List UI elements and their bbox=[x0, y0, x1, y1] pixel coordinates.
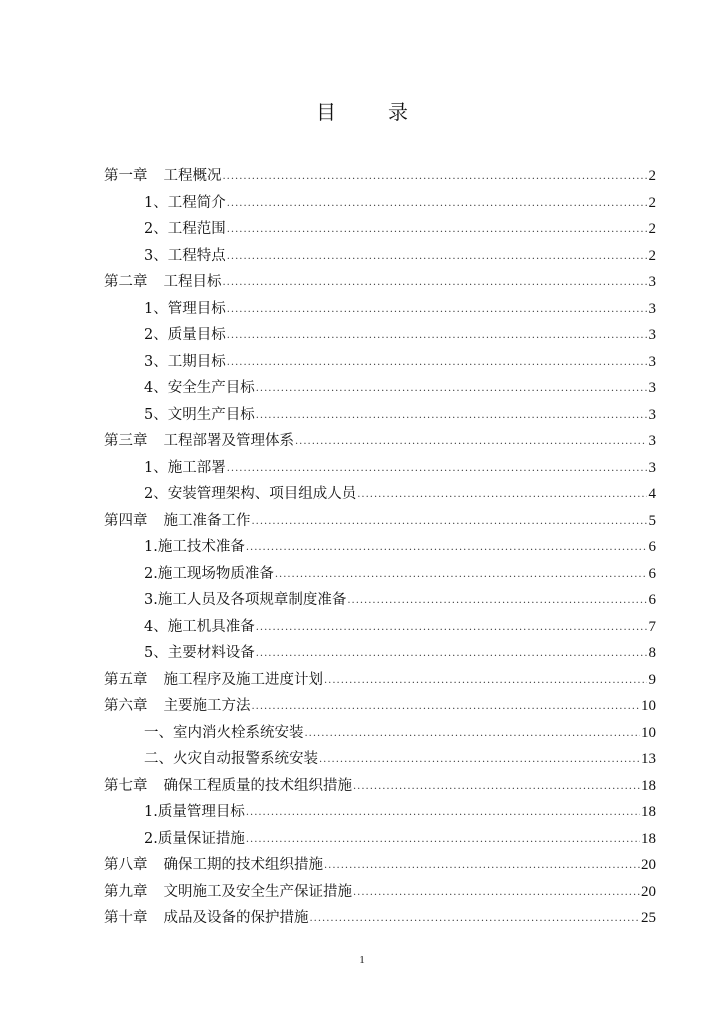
toc-entry-number: 3、 bbox=[144, 247, 168, 264]
toc-entry-number: 2、 bbox=[144, 221, 168, 237]
toc-entry-label bbox=[104, 693, 251, 720]
toc-chapter-entry[interactable] bbox=[104, 773, 656, 800]
toc-leader-dots bbox=[256, 641, 647, 668]
toc-entry-label bbox=[104, 852, 323, 879]
toc-page-number: 3 bbox=[648, 406, 656, 423]
toc-chapter-entry[interactable] bbox=[104, 667, 656, 694]
toc-section-entry[interactable] bbox=[104, 481, 656, 508]
toc-section-entry[interactable] bbox=[104, 190, 656, 217]
toc-entry-text: 文明施工及安全生产保证措施 bbox=[163, 883, 352, 900]
toc-entry-text: 施工人员及各项规章制度准备 bbox=[157, 592, 347, 608]
toc-entry-label bbox=[104, 163, 222, 190]
toc-page-number: 3 bbox=[648, 327, 656, 343]
toc-entry-number: 1. bbox=[144, 539, 158, 555]
toc-title bbox=[0, 96, 724, 125]
toc-entry-text: 室内消火栓系统安装 bbox=[173, 724, 304, 741]
toc-leader-dots bbox=[227, 456, 647, 483]
toc-page-number: 2 bbox=[648, 168, 656, 184]
toc-section-entry[interactable] bbox=[104, 799, 656, 826]
toc-entry-number: 4、 bbox=[144, 618, 168, 635]
toc-entry-label bbox=[104, 799, 245, 826]
toc-page-number: 18 bbox=[641, 777, 656, 794]
toc-page-number: 3 bbox=[648, 353, 656, 370]
toc-page-number: 4 bbox=[648, 486, 656, 502]
toc-entry-label bbox=[104, 614, 255, 641]
toc-page-number: 6 bbox=[648, 565, 656, 582]
toc-leader-dots bbox=[252, 694, 641, 721]
toc-entry-text: 工程目标 bbox=[163, 274, 222, 290]
toc-entry-number: 第一章 bbox=[104, 168, 148, 184]
toc-entry-text: 管理目标 bbox=[167, 300, 226, 317]
toc-leader-dots bbox=[223, 270, 648, 297]
toc-entry-text: 主要施工方法 bbox=[163, 698, 251, 714]
toc-leader-dots bbox=[357, 482, 647, 509]
toc-entry-number: 第十章 bbox=[104, 910, 148, 926]
toc-entry-number: 第六章 bbox=[104, 698, 148, 714]
toc-section-entry[interactable] bbox=[104, 640, 656, 667]
toc-entry-text: 安全生产目标 bbox=[167, 380, 255, 396]
toc-leader-dots bbox=[324, 853, 640, 880]
toc-entry-label bbox=[104, 428, 294, 455]
toc-chapter-entry[interactable] bbox=[104, 852, 656, 879]
toc-section-entry[interactable] bbox=[104, 614, 656, 641]
toc-entry-label bbox=[104, 269, 222, 296]
toc-entry-number: 第八章 bbox=[104, 857, 148, 873]
toc-entry-number: 第七章 bbox=[104, 777, 148, 794]
toc-entry-label bbox=[104, 879, 352, 906]
toc-leader-dots bbox=[246, 800, 640, 827]
toc-entry-text: 质量目标 bbox=[167, 327, 226, 343]
toc-leader-dots bbox=[256, 615, 647, 642]
toc-entry-label bbox=[104, 243, 226, 270]
toc-entry-number: 一、 bbox=[144, 724, 173, 741]
page-number: 1 bbox=[359, 954, 365, 966]
toc-entry-text: 工程简介 bbox=[167, 194, 226, 211]
toc-entry-text: 质量保证措施 bbox=[157, 830, 245, 847]
toc-page-number: 20 bbox=[641, 883, 656, 900]
toc-page-number: 6 bbox=[648, 592, 656, 608]
toc-title-part2: 录 bbox=[388, 100, 408, 124]
toc-entry-text: 工程部署及管理体系 bbox=[163, 433, 294, 449]
toc-leader-dots bbox=[246, 535, 647, 562]
toc-entry-label bbox=[104, 349, 226, 376]
toc-entry-text: 施工部署 bbox=[167, 459, 226, 476]
toc-page-number: 25 bbox=[641, 910, 656, 926]
toc-entry-label bbox=[104, 375, 255, 402]
toc-entry-text: 施工程序及施工进度计划 bbox=[163, 671, 323, 688]
toc-entry-text: 确保工程质量的技术组织措施 bbox=[163, 777, 352, 794]
toc-entry-label bbox=[104, 773, 352, 800]
toc-section-entry[interactable] bbox=[104, 322, 656, 349]
toc-section-entry[interactable] bbox=[104, 561, 656, 588]
toc-entry-label bbox=[104, 455, 226, 482]
toc-chapter-entry[interactable] bbox=[104, 508, 656, 535]
toc-page-number: 3 bbox=[648, 274, 656, 290]
toc-page-number: 8 bbox=[648, 645, 656, 661]
toc-entry-label bbox=[104, 905, 309, 932]
toc-entry-label bbox=[104, 216, 226, 243]
toc-chapter-entry[interactable] bbox=[104, 269, 656, 296]
toc-entry-number: 1、 bbox=[144, 459, 168, 476]
toc-chapter-entry[interactable] bbox=[104, 693, 656, 720]
toc-entry-number: 第四章 bbox=[104, 512, 148, 529]
toc-page-number: 18 bbox=[641, 804, 656, 820]
toc-chapter-entry[interactable] bbox=[104, 879, 656, 906]
toc-entry-label bbox=[104, 640, 255, 667]
toc-leader-dots bbox=[305, 721, 641, 748]
toc-entry-text: 火灾自动报警系统安装 bbox=[173, 751, 318, 767]
toc-entry-text: 施工机具准备 bbox=[167, 618, 255, 635]
toc-section-entry[interactable] bbox=[104, 243, 656, 270]
toc-page-number: 2 bbox=[648, 194, 656, 211]
toc-leader-dots bbox=[227, 297, 647, 324]
toc-entry-number: 5、 bbox=[144, 406, 168, 423]
toc-entry-number: 2、 bbox=[144, 327, 168, 343]
toc-entry-text: 安装管理架构、项目组成人员 bbox=[167, 486, 357, 502]
toc-leader-dots bbox=[252, 509, 648, 536]
toc-leader-dots bbox=[353, 774, 640, 801]
toc-page-number: 10 bbox=[641, 698, 656, 714]
toc-page-number: 20 bbox=[641, 857, 656, 873]
toc-page-number: 5 bbox=[648, 512, 656, 529]
toc-page-number: 3 bbox=[648, 300, 656, 317]
toc-entry-text: 成品及设备的保护措施 bbox=[163, 910, 309, 926]
toc-leader-dots bbox=[227, 350, 647, 377]
toc-entry-number: 第五章 bbox=[104, 671, 148, 688]
toc-chapter-entry[interactable] bbox=[104, 905, 656, 932]
toc-entry-label bbox=[104, 190, 226, 217]
toc-leader-dots bbox=[347, 588, 647, 615]
toc-entry-label bbox=[104, 587, 346, 614]
toc-entry-text: 施工现场物质准备 bbox=[157, 565, 274, 582]
toc-page-number: 13 bbox=[641, 751, 656, 767]
toc-entry-label bbox=[104, 561, 274, 588]
toc-entry-label bbox=[104, 826, 245, 853]
toc-entry-text: 施工技术准备 bbox=[157, 539, 245, 555]
toc-page-number: 2 bbox=[648, 221, 656, 237]
toc-leader-dots bbox=[275, 562, 647, 589]
toc-leader-dots bbox=[227, 191, 647, 218]
toc-section-entry[interactable] bbox=[104, 296, 656, 323]
toc-leader-dots bbox=[310, 906, 641, 933]
toc-chapter-entry[interactable] bbox=[104, 163, 656, 190]
toc-page-number: 6 bbox=[648, 539, 656, 555]
toc-page-number: 3 bbox=[648, 380, 656, 396]
toc-leader-dots bbox=[223, 164, 648, 191]
toc-leader-dots bbox=[256, 403, 647, 430]
toc-entry-text: 施工准备工作 bbox=[163, 512, 251, 529]
toc-entry-label bbox=[104, 720, 304, 747]
toc-section-entry[interactable] bbox=[104, 402, 656, 429]
toc-entry-label bbox=[104, 296, 226, 323]
toc-entry-text: 工程特点 bbox=[167, 247, 226, 264]
toc-leader-dots bbox=[246, 827, 640, 854]
toc-entry-number: 二、 bbox=[144, 751, 173, 767]
toc-page-number: 3 bbox=[648, 433, 656, 449]
toc-entry-text: 文明生产目标 bbox=[167, 406, 255, 423]
toc-chapter-entry[interactable] bbox=[104, 428, 656, 455]
toc-entry-label bbox=[104, 481, 356, 508]
toc-section-entry[interactable] bbox=[104, 746, 656, 773]
toc-entry-number: 第三章 bbox=[104, 433, 148, 449]
toc-entry-number: 第九章 bbox=[104, 883, 148, 900]
toc-entry-number: 2. bbox=[144, 830, 158, 847]
toc-entry-number: 2、 bbox=[144, 486, 168, 502]
toc-section-entry[interactable] bbox=[104, 216, 656, 243]
toc-section-entry[interactable] bbox=[104, 826, 656, 853]
toc-entry-number: 4、 bbox=[144, 380, 168, 396]
toc-section-entry[interactable] bbox=[104, 587, 656, 614]
toc-section-entry[interactable] bbox=[104, 349, 656, 376]
toc-entry-text: 质量管理目标 bbox=[157, 804, 245, 820]
toc-leader-dots bbox=[227, 244, 647, 271]
toc-section-entry[interactable] bbox=[104, 534, 656, 561]
toc-entry-label bbox=[104, 508, 251, 535]
toc-entry-number: 5、 bbox=[144, 645, 168, 661]
toc-section-entry[interactable] bbox=[104, 375, 656, 402]
toc-entry-label bbox=[104, 534, 245, 561]
toc-leader-dots bbox=[319, 747, 640, 774]
toc-leader-dots bbox=[295, 429, 647, 456]
toc-section-entry[interactable] bbox=[104, 455, 656, 482]
toc-entry-text: 确保工期的技术组织措施 bbox=[163, 857, 323, 873]
toc-page-number: 10 bbox=[641, 724, 656, 741]
toc-leader-dots bbox=[324, 668, 647, 695]
toc-entry-number: 第二章 bbox=[104, 274, 148, 290]
toc-entry-text: 工程概况 bbox=[163, 168, 222, 184]
toc-page-number: 18 bbox=[641, 830, 656, 847]
toc-section-entry[interactable] bbox=[104, 720, 656, 747]
toc-entry-number: 1、 bbox=[144, 300, 168, 317]
toc-leader-dots bbox=[227, 323, 647, 350]
toc-entry-number: 1. bbox=[144, 804, 158, 820]
toc-entry-label bbox=[104, 746, 318, 773]
toc-entry-number: 2. bbox=[144, 565, 158, 582]
toc-entry-number: 1、 bbox=[144, 194, 168, 211]
toc-entry-text: 工期目标 bbox=[167, 353, 226, 370]
toc-entry-label bbox=[104, 667, 323, 694]
toc-leader-dots bbox=[227, 217, 647, 244]
toc-leader-dots bbox=[256, 376, 647, 403]
toc-entry-label bbox=[104, 322, 226, 349]
toc-leader-dots bbox=[353, 880, 640, 907]
toc-entry-text: 主要材料设备 bbox=[167, 645, 255, 661]
toc-entry-text: 工程范围 bbox=[167, 221, 226, 237]
toc-page-number: 7 bbox=[648, 618, 656, 635]
toc-page-number: 9 bbox=[648, 671, 656, 688]
table-of-contents bbox=[104, 163, 656, 932]
toc-title-part1: 目 bbox=[316, 100, 336, 124]
toc-page-number: 2 bbox=[648, 247, 656, 264]
toc-entry-label bbox=[104, 402, 255, 429]
toc-page-number: 3 bbox=[648, 459, 656, 476]
toc-entry-number: 3. bbox=[144, 592, 158, 608]
toc-entry-number: 3、 bbox=[144, 353, 168, 370]
